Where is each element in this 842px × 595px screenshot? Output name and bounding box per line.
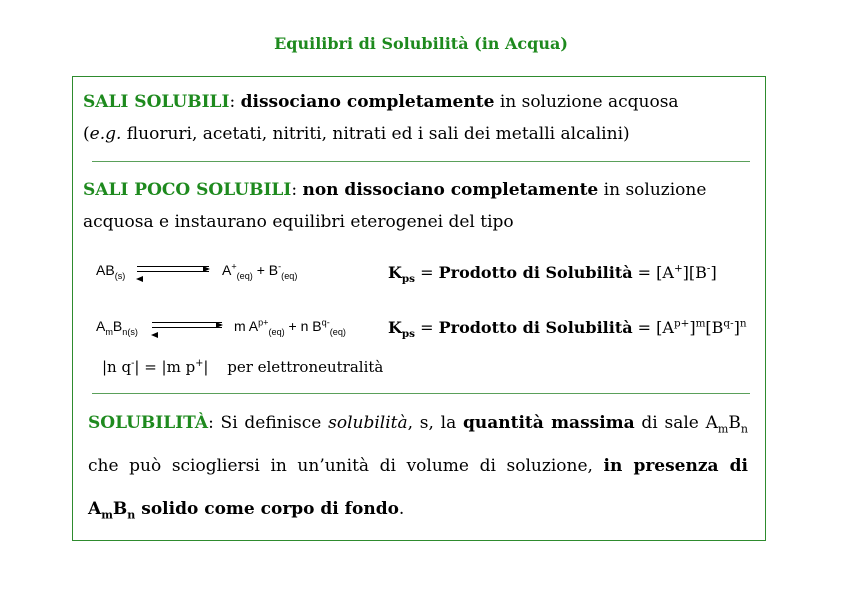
poorly-soluble-colon: : <box>291 180 298 200</box>
solubility-definition-line1: SOLUBILITÀ: Si definisce solubilità, s, la quantità massima di sale $A_mB_n$ <box>88 413 748 436</box>
soluble-definition <box>83 92 679 112</box>
page-title: Equilibri di Solubilità (in Acqua) <box>274 34 568 53</box>
eq2-reactant: $A_mB_{n(s)}$ <box>96 318 138 337</box>
divider-2 <box>92 393 750 394</box>
eq2-kps-expression: $K_{ps}$ = Prodotto di Solubilità = $[A^{p+}]^m[B^{q-}]^n$ <box>388 317 747 341</box>
soluble-bold: dissociano completamente <box>240 92 495 112</box>
poorly-soluble-line2: acquosa e instaurano equilibri eterogenei del tipo <box>83 212 514 232</box>
poorly-soluble-rest: in soluzione <box>603 180 707 200</box>
poorly-soluble-definition <box>83 180 706 200</box>
electroneutrality-relation: |n q-| = |m p+| per elettroneutralità <box>102 358 384 376</box>
eq1-equilibrium-arrows-icon <box>137 264 209 274</box>
electroneutrality-note: per elettroneutralità <box>227 358 384 376</box>
soluble-rest: in soluzione acquosa <box>499 92 679 112</box>
examples-open: ( <box>83 124 90 144</box>
eq2-products: m $A^{p+}_{(eq)} + n$ $B^{q-}_{(eq)}$ <box>234 317 346 337</box>
eq1-reactant: $AB_{(s)}$ <box>96 262 126 281</box>
eq2-equilibrium-arrows-icon <box>152 320 222 330</box>
soluble-colon: : <box>229 92 236 112</box>
solubility-definition-line3: $A_mB_n$ solido come corpo di fondo. <box>88 499 405 522</box>
solubility-definition-line2: che può sciogliersi in un’unità di volume di soluzione, in presenza di <box>88 456 748 476</box>
soluble-label: SALI SOLUBILI <box>83 92 230 112</box>
divider-1 <box>92 161 750 162</box>
poorly-soluble-bold: non dissociano completamente <box>302 180 599 200</box>
soluble-examples <box>83 124 630 144</box>
examples-eg: e.g. <box>89 124 122 144</box>
examples-text: fluoruri, acetati, nitriti, nitrati ed i sali dei metalli alcalini) <box>121 124 630 144</box>
solubility-label: SOLUBILITÀ <box>88 413 209 433</box>
eq1-products: $A^+_{(eq)} + B^-_{(eq)}$ <box>222 261 298 281</box>
poorly-soluble-label: SALI POCO SOLUBILI <box>83 180 292 200</box>
eq1-kps-expression: $K_{ps}$ = Prodotto di Solubilità = [A+][B-] <box>388 262 717 286</box>
